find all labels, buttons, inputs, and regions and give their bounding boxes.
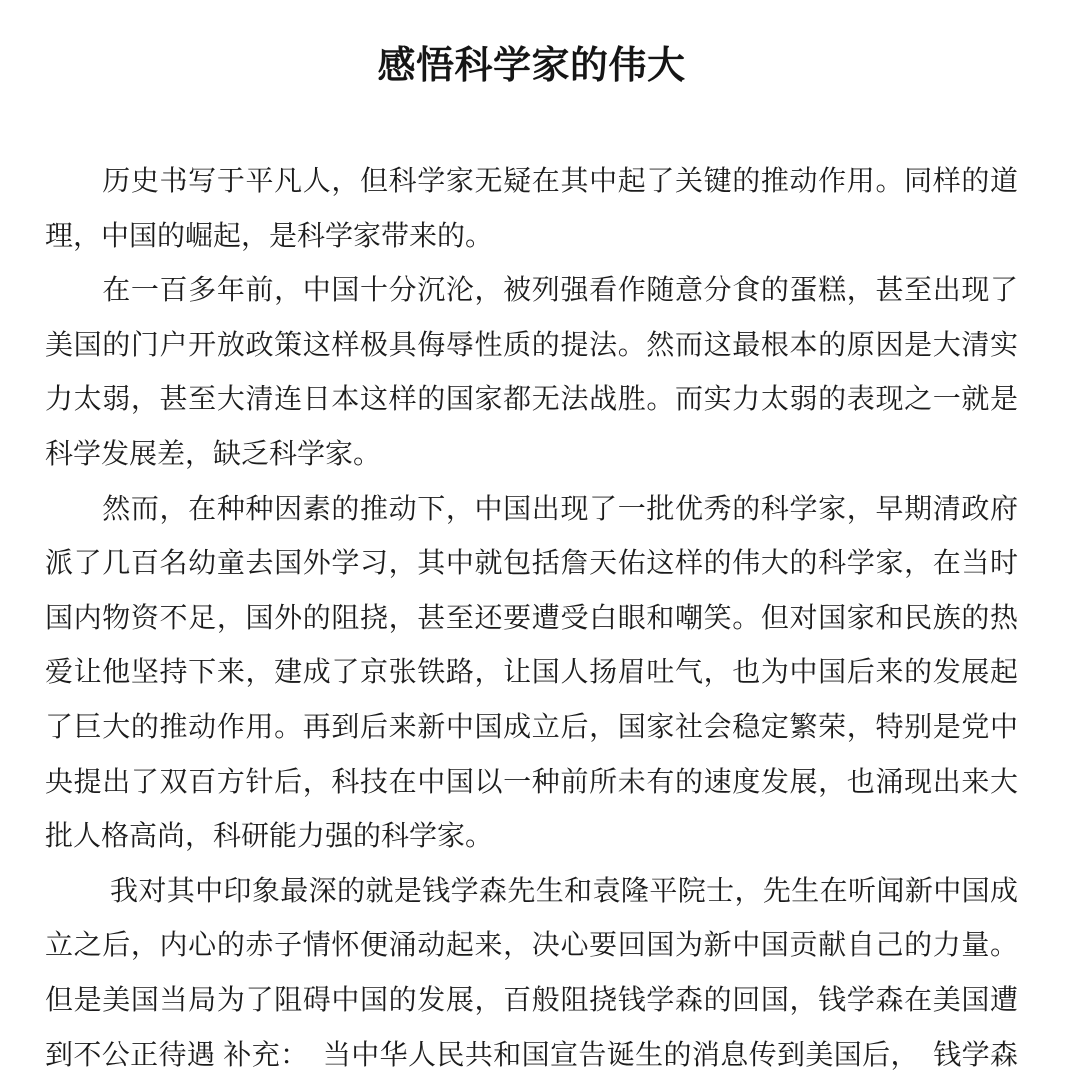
- text-line: 我对其中印象最深的就是钱学森先生和袁隆平院士，先生在听闻新中国成: [45, 864, 1018, 919]
- text-line: 爱让他坚持下来，建成了京张铁路，让国人扬眉吐气，也为中国后来的发展起: [45, 645, 1018, 700]
- text-line: 力太弱，甚至大清连日本这样的国家都无法战胜。而实力太弱的表现之一就是: [45, 372, 1018, 427]
- text-line: 理，中国的崛起，是科学家带来的。: [45, 209, 1018, 264]
- text-line: 派了几百名幼童去国外学习，其中就包括詹天佑这样的伟大的科学家，在当时: [45, 536, 1018, 591]
- text-line: 但是美国当局为了阻碍中国的发展，百般阻挠钱学森的回国，钱学森在美国遭: [45, 973, 1018, 1028]
- text-line: 了巨大的推动作用。再到后来新中国成立后，国家社会稳定繁荣，特别是党中: [45, 700, 1018, 755]
- text-line: 然而，在种种因素的推动下，中国出现了一批优秀的科学家，早期清政府: [45, 482, 1018, 537]
- text-line: 在一百多年前，中国十分沉沦，被列强看作随意分食的蛋糕，甚至出现了: [45, 263, 1018, 318]
- text-line: 立之后，内心的赤子情怀便涌动起来，决心要回国为新中国贡献自己的力量。: [45, 918, 1018, 973]
- text-line: 历史书写于平凡人，但科学家无疑在其中起了关键的推动作用。同样的道: [45, 154, 1018, 209]
- text-line: 科学发展差，缺乏科学家。: [45, 427, 1018, 482]
- text-line: 美国的门户开放政策这样极具侮辱性质的提法。然而这最根本的原因是大清实: [45, 318, 1018, 373]
- document-title: 感悟科学家的伟大: [45, 0, 1018, 88]
- document-body: [45, 154, 1018, 1082]
- text-line: 国内物资不足，国外的阻挠，甚至还要遭受白眼和嘲笑。但对国家和民族的热: [45, 591, 1018, 646]
- text-line: 到不公正待遇 补充： 当中华人民共和国宣告诞生的消息传到美国后， 钱学森: [45, 1028, 1018, 1082]
- text-line: 批人格高尚，科研能力强的科学家。: [45, 809, 1018, 864]
- text-line: 央提出了双百方针后，科技在中国以一种前所未有的速度发展，也涌现出来大: [45, 755, 1018, 810]
